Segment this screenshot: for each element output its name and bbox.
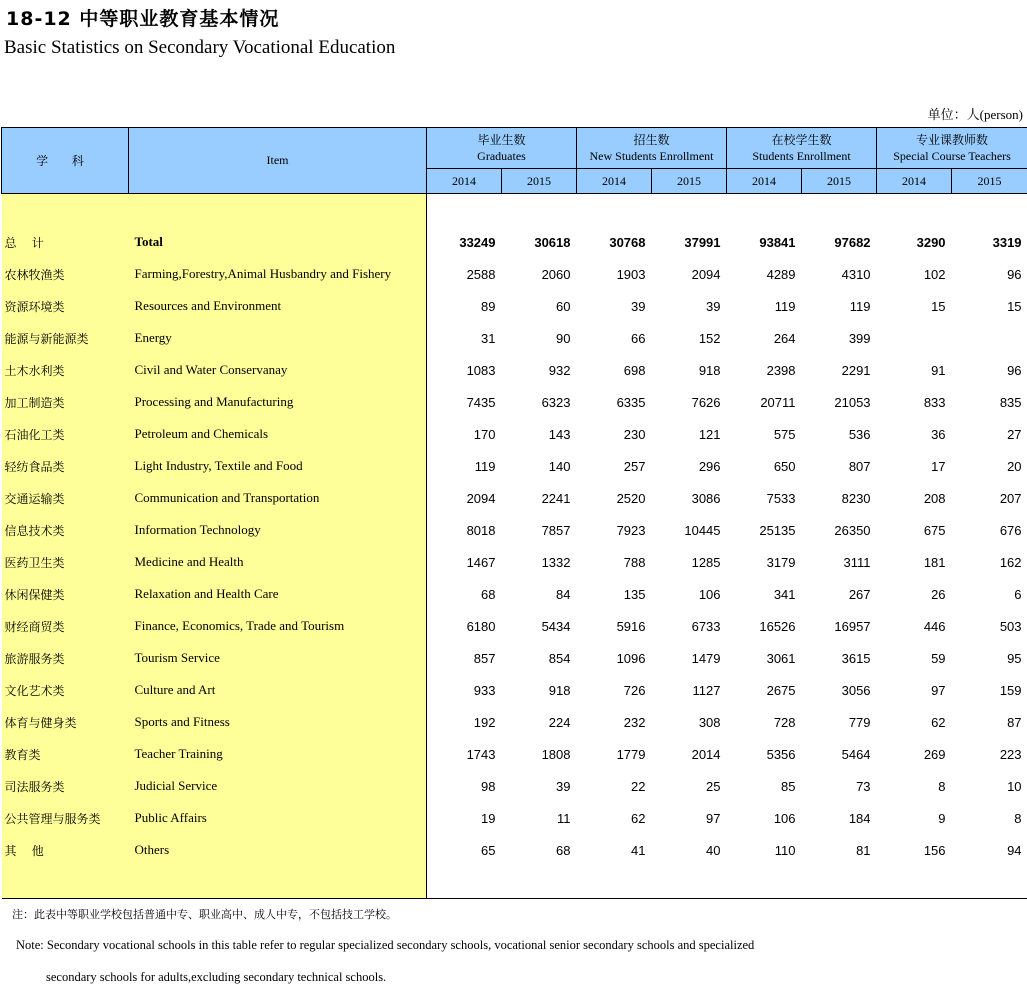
- value-cell: 87: [1007, 714, 1022, 730]
- value-cell: 6: [1014, 586, 1022, 602]
- table-row: [2, 514, 1027, 546]
- row-label-en: Relaxation and Health Care: [129, 578, 427, 610]
- row-label-en: Teacher Training: [129, 738, 427, 770]
- value-cell: 2014: [691, 746, 721, 762]
- value-cell: 2094: [691, 266, 721, 282]
- value-cell: 7857: [541, 522, 571, 538]
- value-cell: 192: [473, 714, 496, 730]
- row-label-en: Energy: [129, 322, 427, 354]
- row-label-cn: 能源与新能源类: [2, 322, 129, 354]
- value-cell: 121: [698, 426, 721, 442]
- header-year: 2015: [652, 169, 727, 194]
- value-cell: 232: [623, 714, 646, 730]
- value-cell: 66: [631, 330, 646, 346]
- value-cell: 62: [931, 714, 946, 730]
- value-cell: 30768: [609, 234, 646, 250]
- value-cell: 8: [938, 778, 946, 794]
- value-cell: 1127: [692, 682, 721, 698]
- value-cell: 110: [774, 842, 796, 858]
- value-cell: 779: [848, 714, 871, 730]
- value-cell: 2520: [616, 490, 646, 506]
- row-label-en: Medicine and Health: [129, 546, 427, 578]
- spacer-cell: [2, 866, 129, 899]
- spacer-row: [2, 194, 1027, 227]
- header-year: 2014: [427, 169, 502, 194]
- value-cell: 854: [548, 650, 571, 666]
- table-row-total: [2, 226, 1027, 258]
- value-cell: 726: [623, 682, 646, 698]
- value-cell: 26350: [834, 522, 871, 538]
- row-label-en: Tourism Service: [129, 642, 427, 674]
- value-cell: 25135: [759, 522, 796, 538]
- header-group-cn: 招生数: [633, 133, 670, 147]
- row-label-en: Farming,Forestry,Animal Husbandry and Fishery: [129, 258, 427, 290]
- value-cell: 89: [481, 298, 496, 314]
- row-label-en: Processing and Manufacturing: [129, 386, 427, 418]
- value-cell: 296: [698, 458, 721, 474]
- value-cell: 27: [1007, 426, 1022, 442]
- row-label-en: Civil and Water Conservanay: [129, 354, 427, 386]
- value-cell: 5356: [766, 746, 796, 762]
- note-en-line1: Note: Secondary vocational schools in this table refer to regular specialized secondary schools, vocational senior secondary schools and specialized: [16, 938, 755, 952]
- row-label-cn: 石油化工类: [2, 418, 129, 450]
- value-cell: 8018: [466, 522, 496, 538]
- row-label-cn: 加工制造类: [2, 386, 129, 418]
- value-cell: 918: [698, 362, 721, 378]
- value-cell: 7435: [466, 394, 496, 410]
- value-cell: 93841: [759, 234, 796, 250]
- value-cell: 3615: [841, 650, 871, 666]
- value-cell: 3179: [766, 554, 796, 570]
- header-group-graduates: [427, 128, 577, 169]
- value-cell: 7626: [691, 394, 721, 410]
- value-cell: 6733: [691, 618, 721, 634]
- value-cell: 119: [774, 298, 796, 314]
- table-row: [2, 834, 1027, 866]
- value-cell: 4289: [766, 266, 796, 282]
- value-cell: 857: [473, 650, 496, 666]
- value-cell: 25: [706, 778, 721, 794]
- value-cell: 68: [481, 586, 496, 602]
- spacer-row: [2, 866, 1027, 899]
- value-cell: 41: [631, 842, 646, 858]
- value-cell: 7533: [766, 490, 796, 506]
- header-group-en: New Students Enrollment: [589, 149, 714, 163]
- row-label-en: Petroleum and Chemicals: [129, 418, 427, 450]
- value-cell: 918: [548, 682, 571, 698]
- value-cell: 95: [1007, 650, 1022, 666]
- value-cell: 170: [473, 426, 496, 442]
- spacer-cell: [427, 866, 1027, 899]
- value-cell: 1743: [466, 746, 496, 762]
- value-cell: 97: [931, 682, 946, 698]
- value-cell: 62: [631, 810, 646, 826]
- value-cell: 230: [623, 426, 646, 442]
- value-cell: 5916: [616, 618, 646, 634]
- value-cell: 84: [556, 586, 571, 602]
- value-cell: 1479: [691, 650, 721, 666]
- value-cell: 39: [706, 298, 721, 314]
- value-cell: 6323: [541, 394, 571, 410]
- value-cell: 81: [856, 842, 871, 858]
- value-cell: 341: [773, 586, 796, 602]
- value-cell: 2588: [466, 266, 496, 282]
- value-cell: 3056: [841, 682, 871, 698]
- row-label-en: Communication and Transportation: [129, 482, 427, 514]
- value-cell: 698: [623, 362, 646, 378]
- table-row: [2, 482, 1027, 514]
- table-body: [2, 194, 1027, 899]
- value-cell: 17: [931, 458, 946, 474]
- value-cell: 575: [773, 426, 796, 442]
- value-cell: 267: [848, 586, 871, 602]
- value-cell: 16957: [834, 618, 871, 634]
- value-cell: 159: [999, 682, 1022, 698]
- value-cell: 835: [999, 394, 1022, 410]
- value-cell: 1903: [616, 266, 646, 282]
- table-row: [2, 610, 1027, 642]
- table-row: [2, 642, 1027, 674]
- value-cell: 15: [1007, 298, 1022, 314]
- row-label-en: Light Industry, Textile and Food: [129, 450, 427, 482]
- row-label-en: Others: [129, 834, 427, 866]
- row-label-en: Sports and Fitness: [129, 706, 427, 738]
- value-cell: 308: [698, 714, 721, 730]
- value-cell: 20: [1007, 458, 1022, 474]
- header-group-enrollment: [727, 128, 877, 169]
- value-cell: 675: [923, 522, 946, 538]
- value-cell: 2241: [541, 490, 571, 506]
- value-cell: 26: [931, 586, 946, 602]
- value-cell: 97: [706, 810, 721, 826]
- value-cell: 8230: [841, 490, 871, 506]
- value-cell: 15: [931, 298, 946, 314]
- note-en-line2: secondary schools for adults,excluding secondary technical schools.: [46, 970, 387, 984]
- value-cell: 156: [923, 842, 946, 858]
- value-cell: 807: [848, 458, 871, 474]
- value-cell: 85: [781, 778, 796, 794]
- value-cell: 446: [923, 618, 946, 634]
- table-row: [2, 706, 1027, 738]
- row-label-cn: 医药卫生类: [2, 546, 129, 578]
- value-cell: 96: [1007, 266, 1022, 282]
- value-cell: 2675: [766, 682, 796, 698]
- row-label-cn: 总 计: [2, 226, 129, 258]
- value-cell: 207: [999, 490, 1022, 506]
- value-cell: 37991: [684, 234, 721, 250]
- spacer-cell: [129, 194, 427, 227]
- value-cell: 2094: [466, 490, 496, 506]
- table-row: [2, 418, 1027, 450]
- value-cell: 20711: [760, 394, 796, 410]
- statistics-table: [1, 127, 1027, 899]
- value-cell: 6335: [616, 394, 646, 410]
- value-cell: 143: [548, 426, 571, 442]
- header-group-en: Special Course Teachers: [893, 149, 1011, 163]
- row-label-cn: 土木水利类: [2, 354, 129, 386]
- value-cell: 90: [556, 330, 571, 346]
- header-group-new-enrollment: [577, 128, 727, 169]
- row-label-en: Finance, Economics, Trade and Tourism: [129, 610, 427, 642]
- row-label-en: Resources and Environment: [129, 290, 427, 322]
- table-row: [2, 674, 1027, 706]
- value-cell: 264: [773, 330, 796, 346]
- value-cell: 676: [999, 522, 1022, 538]
- header-group-en: Graduates: [477, 149, 526, 163]
- header-year: 2015: [502, 169, 577, 194]
- header-subject: 学 科: [2, 128, 129, 194]
- value-cell: 73: [856, 778, 871, 794]
- value-cell: 102: [923, 266, 946, 282]
- value-cell: 1096: [616, 650, 646, 666]
- value-cell: 16526: [759, 618, 796, 634]
- value-cell: 91: [931, 362, 946, 378]
- value-cell: 269: [923, 746, 946, 762]
- value-cell: 162: [999, 554, 1022, 570]
- value-cell: 5434: [541, 618, 571, 634]
- table-row: [2, 770, 1027, 802]
- value-cell: 39: [631, 298, 646, 314]
- value-cell: 1285: [691, 554, 721, 570]
- table-row: [2, 386, 1027, 418]
- value-cell: 36: [931, 426, 946, 442]
- header-year: 2014: [577, 169, 652, 194]
- value-cell: 68: [556, 842, 571, 858]
- value-cell: 7923: [616, 522, 646, 538]
- row-label-en: Information Technology: [129, 514, 427, 546]
- value-cell: 65: [481, 842, 496, 858]
- header-row-groups: [2, 128, 1027, 169]
- row-label-cn: 信息技术类: [2, 514, 129, 546]
- value-cell: 10445: [684, 522, 721, 538]
- value-cell: 1467: [466, 554, 496, 570]
- table-row: [2, 354, 1027, 386]
- value-cell: 208: [923, 490, 946, 506]
- value-cell: 257: [623, 458, 646, 474]
- value-cell: [877, 322, 952, 354]
- page-title-en: Basic Statistics on Secondary Vocational Education: [4, 37, 396, 58]
- table-row: [2, 738, 1027, 770]
- value-cell: 833: [923, 394, 946, 410]
- row-label-cn: 体育与健身类: [2, 706, 129, 738]
- header-item: Item: [129, 128, 427, 194]
- value-cell: 536: [848, 426, 871, 442]
- table-row: [2, 578, 1027, 610]
- header-group-cn: 在校学生数: [771, 133, 832, 147]
- value-cell: 94: [1007, 842, 1022, 858]
- value-cell: 3086: [691, 490, 721, 506]
- row-label-cn: 交通运输类: [2, 482, 129, 514]
- row-label-cn: 司法服务类: [2, 770, 129, 802]
- value-cell: 1808: [541, 746, 571, 762]
- value-cell: 60: [556, 298, 571, 314]
- value-cell: 98: [481, 778, 496, 794]
- value-cell: 135: [623, 586, 646, 602]
- value-cell: 30618: [534, 234, 571, 250]
- value-cell: 3290: [916, 234, 946, 250]
- value-cell: 97682: [834, 234, 871, 250]
- row-label-cn: 轻纺食品类: [2, 450, 129, 482]
- value-cell: 3319: [992, 234, 1022, 250]
- row-label-cn: 文化艺术类: [2, 674, 129, 706]
- value-cell: 106: [773, 810, 796, 826]
- value-cell: 152: [698, 330, 721, 346]
- value-cell: 21053: [834, 394, 871, 410]
- value-cell: 96: [1007, 362, 1022, 378]
- table-row: [2, 802, 1027, 834]
- value-cell: 19: [481, 810, 496, 826]
- value-cell: 728: [773, 714, 796, 730]
- page-title-cn: 18-12 中等职业教育基本情况: [6, 8, 280, 30]
- value-cell: 9: [938, 810, 946, 826]
- row-label-cn: 其 他: [2, 834, 129, 866]
- value-cell: 22: [631, 778, 646, 794]
- header-group-cn: 专业课教师数: [916, 133, 989, 147]
- value-cell: 1332: [541, 554, 571, 570]
- value-cell: 2060: [541, 266, 571, 282]
- note-cn: 注：此表中等职业学校包括普通中专、职业高中、成人中专，不包括技工学校。: [12, 908, 397, 921]
- spacer-cell: [129, 866, 427, 899]
- value-cell: 788: [623, 554, 646, 570]
- row-label-en: Judicial Service: [129, 770, 427, 802]
- unit-label: 单位：人(person): [927, 107, 1023, 122]
- row-label-en: Culture and Art: [129, 674, 427, 706]
- value-cell: 224: [548, 714, 571, 730]
- value-cell: 223: [999, 746, 1022, 762]
- row-label-cn: 旅游服务类: [2, 642, 129, 674]
- value-cell: 6180: [466, 618, 496, 634]
- header-group-teachers: [877, 128, 1027, 169]
- value-cell: 3061: [766, 650, 796, 666]
- value-cell: 5464: [841, 746, 871, 762]
- header-group-en: Students Enrollment: [752, 149, 851, 163]
- table-row: [2, 258, 1027, 290]
- row-label-cn: 资源环境类: [2, 290, 129, 322]
- table-row: [2, 290, 1027, 322]
- table-row: [2, 450, 1027, 482]
- row-label-en: Total: [129, 226, 427, 258]
- value-cell: 40: [706, 842, 721, 858]
- value-cell: 31: [481, 330, 496, 346]
- table-row: [2, 546, 1027, 578]
- value-cell: 503: [999, 618, 1022, 634]
- row-label-cn: 休闲保健类: [2, 578, 129, 610]
- value-cell: 4310: [841, 266, 871, 282]
- header-year: 2015: [802, 169, 877, 194]
- header-year: 2014: [727, 169, 802, 194]
- value-cell: 106: [698, 586, 721, 602]
- spacer-cell: [427, 194, 1027, 227]
- value-cell: 8: [1014, 810, 1022, 826]
- header-group-cn: 毕业生数: [477, 133, 526, 147]
- header-year: 2014: [877, 169, 952, 194]
- table-row: [2, 322, 1027, 354]
- row-label-cn: 财经商贸类: [2, 610, 129, 642]
- value-cell: 933: [473, 682, 496, 698]
- value-cell: 140: [548, 458, 571, 474]
- row-label-cn: 教育类: [2, 738, 129, 770]
- value-cell: 2398: [766, 362, 796, 378]
- value-cell: 184: [848, 810, 871, 826]
- value-cell: 1083: [466, 362, 496, 378]
- value-cell: 33249: [459, 234, 496, 250]
- value-cell: 10: [1007, 778, 1022, 794]
- spacer-cell: [2, 194, 129, 227]
- value-cell: 1779: [616, 746, 646, 762]
- value-cell: 181: [923, 554, 946, 570]
- value-cell: 932: [548, 362, 571, 378]
- value-cell: 59: [931, 650, 946, 666]
- value-cell: 39: [556, 778, 571, 794]
- value-cell: 119: [474, 458, 496, 474]
- value-cell: 399: [848, 330, 871, 346]
- value-cell: 2291: [841, 362, 871, 378]
- value-cell: [952, 322, 1027, 354]
- header-year: 2015: [952, 169, 1027, 194]
- value-cell: 650: [773, 458, 796, 474]
- row-label-cn: 公共管理与服务类: [2, 802, 129, 834]
- value-cell: 3111: [843, 554, 871, 570]
- row-label-cn: 农林牧渔类: [2, 258, 129, 290]
- value-cell: 119: [849, 298, 871, 314]
- value-cell: 11: [557, 810, 571, 826]
- row-label-en: Public Affairs: [129, 802, 427, 834]
